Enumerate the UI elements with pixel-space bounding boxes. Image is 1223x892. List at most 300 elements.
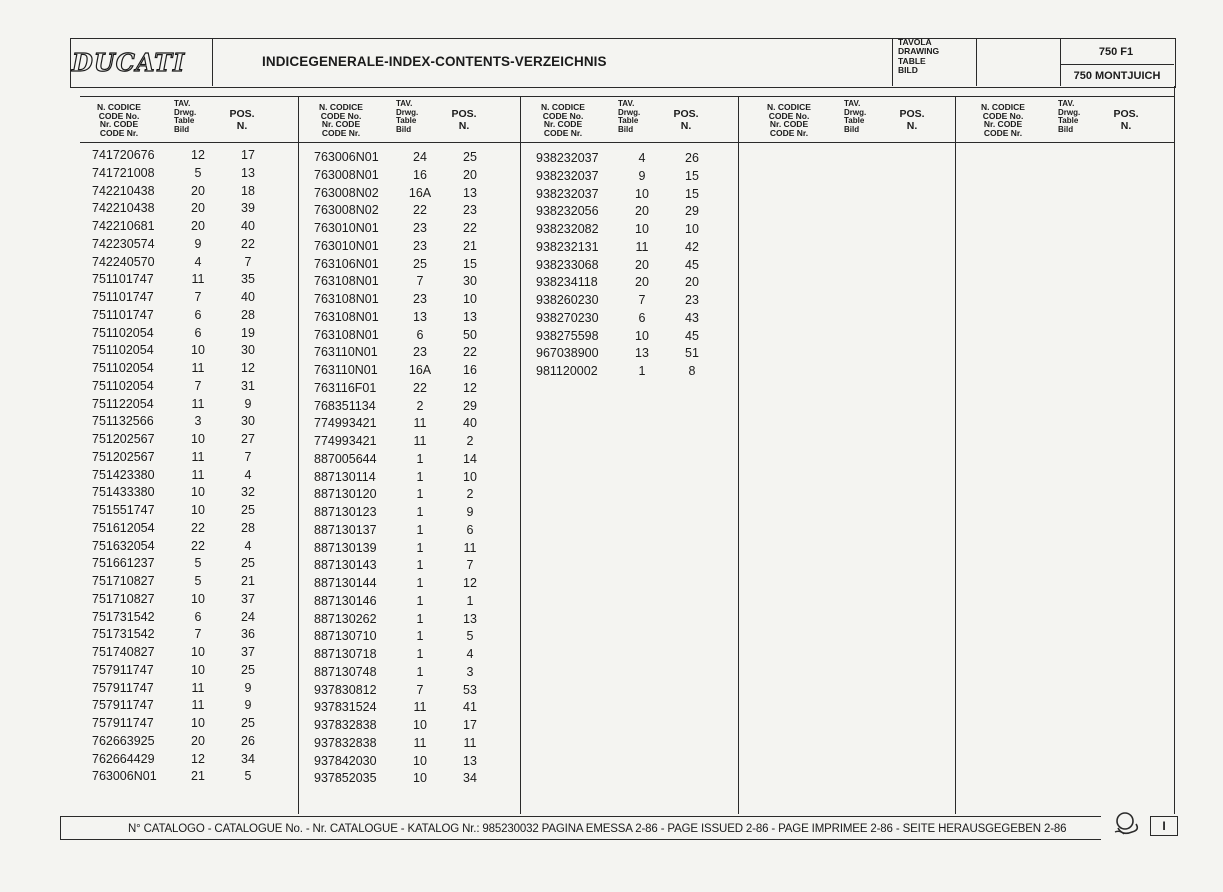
pos-cell: 4	[244, 467, 252, 482]
table-row	[82, 716, 292, 734]
tav-cell: 11	[413, 434, 427, 448]
table-row	[82, 148, 292, 166]
header-pos	[1106, 108, 1146, 132]
table-row	[82, 663, 292, 681]
code-cell: 751202567	[92, 432, 155, 446]
pos-cell: 37	[241, 645, 255, 659]
code-cell: 938234118	[536, 275, 598, 290]
code-cell: 938232037	[536, 151, 599, 165]
tav-cell: 11	[413, 416, 427, 431]
table-top-rule	[80, 96, 1174, 97]
header-pos-line: POS.	[673, 108, 699, 120]
header-code-line: Nr. CODE	[543, 119, 583, 130]
pos-cell: 9	[244, 680, 252, 695]
code-cell: 938232131	[536, 239, 599, 254]
tav-cell: 1	[638, 364, 646, 378]
code-cell: 763006N01	[314, 150, 379, 164]
code-cell: 938233068	[536, 257, 599, 272]
tav-cell: 23	[413, 292, 427, 306]
header-tav-line: Bild	[844, 124, 860, 134]
header-code-line: CODE Nr.	[99, 127, 139, 138]
table-row	[82, 610, 292, 628]
tav-cell: 1	[416, 451, 424, 466]
tav-cell: 20	[635, 257, 649, 272]
code-cell: 763010N01	[314, 238, 379, 253]
code-cell: 981120002	[536, 364, 598, 378]
pos-cell: 45	[685, 257, 699, 272]
header-tav-line: Bild	[618, 124, 634, 134]
tav-cell: 10	[635, 328, 649, 343]
code-cell: 937832838	[314, 718, 377, 732]
table-row	[526, 240, 736, 258]
pos-cell: 7	[466, 558, 474, 573]
header-tav-line: Table	[174, 116, 195, 126]
column-separator	[520, 96, 521, 814]
table-row	[82, 397, 292, 415]
pos-cell: 34	[463, 771, 477, 786]
table-row	[304, 700, 514, 718]
table-row	[526, 329, 736, 347]
tavola-label-line: DRAWING	[898, 46, 940, 57]
model-name-primary: 750 F1	[1098, 46, 1134, 58]
pos-cell: 24	[241, 609, 255, 624]
header-pos	[892, 108, 932, 132]
pos-cell: 13	[463, 185, 477, 200]
pos-cell: 3	[466, 664, 474, 679]
tav-cell: 20	[191, 201, 205, 216]
code-cell: 762664429	[92, 751, 155, 766]
tav-cell: 22	[413, 380, 427, 395]
table-row	[82, 290, 292, 308]
header-code-line: N. CODICE	[767, 102, 811, 112]
header-pos	[222, 108, 262, 132]
table-row	[304, 541, 514, 559]
tav-cell: 11	[413, 735, 427, 750]
header-code	[754, 103, 824, 137]
pos-cell: 23	[685, 293, 699, 307]
pos-cell: 17	[463, 718, 477, 732]
code-cell: 887130146	[314, 593, 377, 608]
table-row	[304, 470, 514, 488]
code-cell: 937842030	[314, 753, 377, 768]
code-cell: 751101747	[92, 290, 154, 304]
pos-cell: 29	[463, 398, 477, 413]
pos-cell: 13	[463, 611, 477, 626]
code-cell: 763106N01	[314, 256, 379, 271]
pos-cell: 10	[463, 469, 477, 484]
header-pos	[666, 108, 706, 132]
table-row	[82, 326, 292, 344]
code-cell: 751102054	[92, 325, 154, 340]
table-row	[82, 769, 292, 787]
code-cell: 938232056	[536, 204, 599, 219]
code-cell: 938232082	[536, 222, 599, 236]
pos-cell: 25	[241, 503, 255, 517]
table-row	[304, 257, 514, 275]
pos-cell: 10	[685, 222, 699, 236]
table-row	[304, 239, 514, 257]
tav-cell: 7	[416, 274, 424, 289]
code-cell: 757911747	[92, 716, 154, 730]
tav-cell: 10	[191, 591, 205, 606]
tav-cell: 23	[413, 345, 427, 360]
column-header-group	[752, 98, 962, 140]
tav-cell: 1	[416, 629, 424, 644]
model-name-secondary: 750 MONTJUICH	[1073, 70, 1161, 82]
pos-cell: 8	[688, 364, 696, 378]
table-row	[304, 399, 514, 417]
pos-cell: 43	[685, 310, 699, 325]
table-row	[82, 361, 292, 379]
tav-cell: 22	[191, 520, 205, 535]
code-cell: 742230574	[92, 236, 155, 251]
header-tav-line: TAV.	[618, 99, 635, 108]
header-code-line: N. CODICE	[319, 102, 363, 112]
header-pos-line: POS.	[1113, 108, 1139, 120]
code-cell: 751632054	[92, 538, 155, 553]
page-title: INDICEGENERALE-INDEX-CONTENTS-VERZEICHNIS	[262, 54, 607, 69]
pos-cell: 21	[463, 238, 477, 253]
pos-cell: 16	[463, 363, 477, 377]
table-row	[304, 594, 514, 612]
tav-cell: 1	[416, 647, 424, 661]
header-tav-line: Drwg.	[174, 107, 197, 117]
code-cell: 741720676	[92, 148, 155, 162]
code-cell: 763110N01	[314, 363, 378, 377]
table-row	[304, 576, 514, 594]
pos-cell: 11	[463, 540, 477, 555]
code-cell: 763116F01	[314, 380, 377, 395]
header-tav	[844, 100, 866, 134]
code-cell: 763008N02	[314, 185, 379, 200]
code-cell: 742210438	[92, 183, 155, 198]
table-row	[82, 521, 292, 539]
pos-cell: 40	[241, 290, 255, 304]
code-cell: 751551747	[92, 503, 155, 517]
tav-cell: 10	[413, 771, 427, 786]
pos-cell: 12	[241, 361, 255, 375]
header-code-line: CODE No.	[768, 110, 810, 121]
table-row	[82, 255, 292, 273]
code-cell: 768351134	[314, 398, 376, 413]
tav-cell: 20	[191, 219, 205, 233]
table-row	[526, 187, 736, 205]
tav-cell: 10	[191, 645, 205, 659]
header-code-line: CODE No.	[98, 110, 140, 121]
ducati-logo: DUCATI	[72, 47, 186, 77]
tav-cell: 10	[191, 432, 205, 446]
code-cell: 774993421	[314, 416, 377, 431]
code-cell: 937852035	[314, 771, 377, 786]
tav-cell: 10	[191, 716, 205, 730]
pos-cell: 18	[241, 183, 255, 198]
table-row	[304, 647, 514, 665]
pos-cell: 26	[685, 151, 699, 165]
code-cell: 751433380	[92, 485, 155, 500]
header-tav-line: TAV.	[396, 99, 413, 108]
header-tav	[174, 100, 196, 134]
tav-cell: 10	[191, 485, 205, 500]
tav-cell: 20	[191, 733, 205, 748]
pos-cell: 40	[463, 416, 477, 431]
code-cell: 938260230	[536, 293, 599, 307]
header-code-line: CODE Nr.	[321, 127, 361, 138]
pos-cell: 15	[685, 168, 699, 183]
pos-cell: 25	[241, 716, 255, 730]
code-cell: 751101747	[92, 272, 154, 287]
tav-cell: 23	[413, 238, 427, 253]
table-row	[526, 151, 736, 169]
header-tav-line: Drwg.	[396, 107, 419, 117]
tav-cell: 11	[413, 700, 427, 715]
header-tav	[1058, 100, 1080, 134]
code-cell: 937831524	[314, 700, 377, 715]
tav-cell: 3	[194, 414, 202, 429]
pos-cell: 23	[463, 203, 477, 218]
code-cell: 757911747	[92, 680, 154, 695]
tav-cell: 11	[635, 239, 649, 254]
pos-cell: 39	[241, 201, 255, 216]
pos-cell: 7	[244, 449, 252, 464]
tav-cell: 13	[413, 309, 427, 324]
table-row	[304, 345, 514, 363]
tav-cell: 10	[635, 222, 649, 236]
column-separator	[738, 96, 739, 814]
code-cell: 763108N01	[314, 292, 379, 306]
tav-cell: 1	[416, 487, 424, 502]
tav-cell: 16	[413, 167, 427, 182]
table-row	[82, 574, 292, 592]
table-row	[82, 308, 292, 326]
tav-cell: 11	[191, 361, 205, 375]
code-cell: 938232037	[536, 186, 599, 201]
tav-cell: 7	[416, 682, 424, 697]
pos-cell: 9	[244, 396, 252, 411]
code-cell: 763008N02	[314, 203, 379, 218]
table-row	[82, 237, 292, 255]
code-cell: 937832838	[314, 735, 377, 750]
tav-cell: 10	[191, 503, 205, 517]
table-row	[304, 771, 514, 789]
header-code-line: CODE Nr.	[543, 127, 583, 138]
tav-cell: 1	[416, 469, 424, 484]
table-row	[304, 168, 514, 186]
header-code-line: CODE Nr.	[769, 127, 809, 138]
code-cell: 763010N01	[314, 221, 379, 235]
tav-cell: 7	[194, 378, 202, 393]
code-cell: 751740827	[92, 645, 155, 659]
tav-cell: 1	[416, 558, 424, 573]
header-code	[528, 103, 598, 137]
pos-cell: 1	[466, 593, 474, 608]
tavola-label-line: TAVOLA	[898, 37, 932, 47]
tav-cell: 11	[191, 272, 205, 287]
header-tav-line: TAV.	[1058, 99, 1075, 108]
code-cell: 887130144	[314, 576, 377, 590]
pos-cell: 42	[685, 239, 699, 254]
pos-cell: 27	[241, 432, 255, 446]
table-row	[304, 150, 514, 168]
header-divider	[1060, 64, 1174, 65]
table-row	[526, 258, 736, 276]
header-tav-line: Drwg.	[844, 107, 867, 117]
code-cell: 741721008	[92, 165, 155, 180]
header-tav-line: Bild	[1058, 124, 1074, 134]
code-cell: 763110N01	[314, 345, 378, 360]
table-row	[304, 612, 514, 630]
pos-cell: 22	[241, 236, 255, 251]
tav-cell: 10	[413, 718, 427, 732]
code-cell: 967038900	[536, 346, 599, 361]
pos-cell: 30	[463, 274, 477, 289]
code-cell: 751102054	[92, 343, 154, 358]
pos-cell: 28	[241, 520, 255, 535]
header-pos-line: POS.	[899, 108, 925, 120]
tav-cell: 5	[194, 574, 202, 588]
tavola-label-line: BILD	[898, 64, 918, 75]
pos-cell: 25	[241, 556, 255, 571]
pos-cell: 28	[241, 307, 255, 322]
pos-cell: 45	[685, 328, 699, 343]
column-separator	[955, 96, 956, 814]
tav-cell: 6	[416, 327, 424, 342]
code-cell: 763108N01	[314, 274, 379, 289]
table-row	[304, 629, 514, 647]
table-row	[526, 275, 736, 293]
tav-cell: 7	[194, 290, 202, 304]
table-row	[304, 203, 514, 221]
code-cell: 751132566	[92, 414, 154, 429]
code-cell: 751122054	[92, 396, 154, 411]
header-code-line: CODE No.	[542, 110, 584, 121]
code-cell: 751202567	[92, 449, 155, 464]
tav-cell: 6	[194, 609, 202, 624]
code-cell: 937830812	[314, 682, 377, 697]
tav-cell: 11	[191, 467, 205, 482]
tav-cell: 25	[413, 256, 427, 271]
pos-cell: 19	[241, 325, 255, 340]
column-separator	[1174, 86, 1175, 814]
pos-cell: 17	[241, 148, 255, 162]
header-tav-line: Drwg.	[618, 107, 641, 117]
pos-cell: 11	[463, 735, 477, 750]
pos-cell: 15	[685, 186, 699, 201]
table-row	[82, 681, 292, 699]
tav-cell: 1	[416, 540, 424, 555]
header-tav-line: Table	[396, 116, 417, 126]
header-divider	[1060, 38, 1061, 86]
table-row	[526, 364, 736, 382]
table-row	[304, 186, 514, 204]
pos-cell: 41	[463, 700, 477, 715]
table-row	[526, 169, 736, 187]
table-row	[82, 698, 292, 716]
code-cell: 887130120	[314, 487, 377, 502]
code-cell: 938270230	[536, 310, 599, 325]
pos-cell: 25	[463, 150, 477, 164]
tav-cell: 6	[194, 325, 202, 340]
table-row	[82, 201, 292, 219]
header-pos-line: N.	[236, 120, 248, 132]
pos-cell: 30	[241, 414, 255, 429]
stamp-icon	[1112, 810, 1144, 838]
tav-cell: 20	[635, 275, 649, 290]
header-pos-line: N.	[680, 120, 692, 132]
tav-cell: 6	[194, 307, 202, 322]
table-row	[82, 752, 292, 770]
code-cell: 751731542	[92, 627, 155, 642]
code-cell: 887130114	[314, 469, 376, 484]
code-cell: 751661237	[92, 556, 155, 571]
table-row	[82, 539, 292, 557]
tav-cell: 9	[194, 236, 202, 251]
tav-cell: 16A	[408, 363, 432, 377]
header-pos-line: POS.	[229, 108, 255, 120]
table-row	[82, 645, 292, 663]
tav-cell: 12	[191, 751, 205, 766]
header-code-line: N. CODICE	[981, 102, 1025, 112]
table-row	[82, 592, 292, 610]
table-row	[82, 450, 292, 468]
tav-cell: 10	[191, 662, 205, 677]
tav-cell: 24	[413, 150, 427, 164]
header-code-line: CODE Nr.	[983, 127, 1023, 138]
pos-cell: 25	[241, 662, 255, 677]
tav-cell: 7	[194, 627, 202, 642]
pos-cell: 20	[685, 275, 699, 290]
tav-cell: 1	[416, 522, 424, 537]
table-row	[82, 343, 292, 361]
header-tav-line: TAV.	[844, 99, 861, 108]
tav-cell: 10	[413, 753, 427, 768]
header-pos-line: N.	[906, 120, 918, 132]
tav-cell: 10	[635, 186, 649, 201]
pos-cell: 12	[463, 576, 477, 590]
code-cell: 938275598	[536, 328, 599, 343]
header-pos-line: POS.	[451, 108, 477, 120]
code-cell: 887130748	[314, 664, 377, 679]
table-row	[82, 503, 292, 521]
tav-cell: 9	[638, 168, 646, 183]
tav-cell: 1	[416, 576, 424, 590]
pos-cell: 12	[463, 380, 477, 395]
tav-cell: 1	[416, 593, 424, 608]
code-cell: 887130710	[314, 629, 377, 644]
code-cell: 751710827	[92, 591, 155, 606]
table-row	[304, 736, 514, 754]
code-cell: 742210438	[92, 201, 155, 216]
header-pos-line: N.	[458, 120, 470, 132]
code-cell: 938232037	[536, 168, 599, 183]
pos-cell: 2	[466, 434, 474, 448]
tav-cell: 21	[191, 769, 205, 784]
header-code	[306, 103, 376, 137]
code-cell: 887130718	[314, 647, 377, 661]
tav-cell: 12	[191, 148, 205, 162]
table-row	[304, 683, 514, 701]
header-frame	[70, 38, 1176, 88]
header-divider	[212, 38, 213, 86]
table-row	[304, 754, 514, 772]
tav-cell: 4	[194, 254, 202, 269]
tav-cell: 22	[191, 538, 205, 553]
tav-cell: 23	[413, 221, 427, 235]
tav-cell: 1	[416, 505, 424, 519]
table-row	[526, 222, 736, 240]
code-cell: 763006N01	[92, 769, 157, 784]
code-cell: 751612054	[92, 520, 155, 535]
pos-cell: 2	[466, 487, 474, 502]
